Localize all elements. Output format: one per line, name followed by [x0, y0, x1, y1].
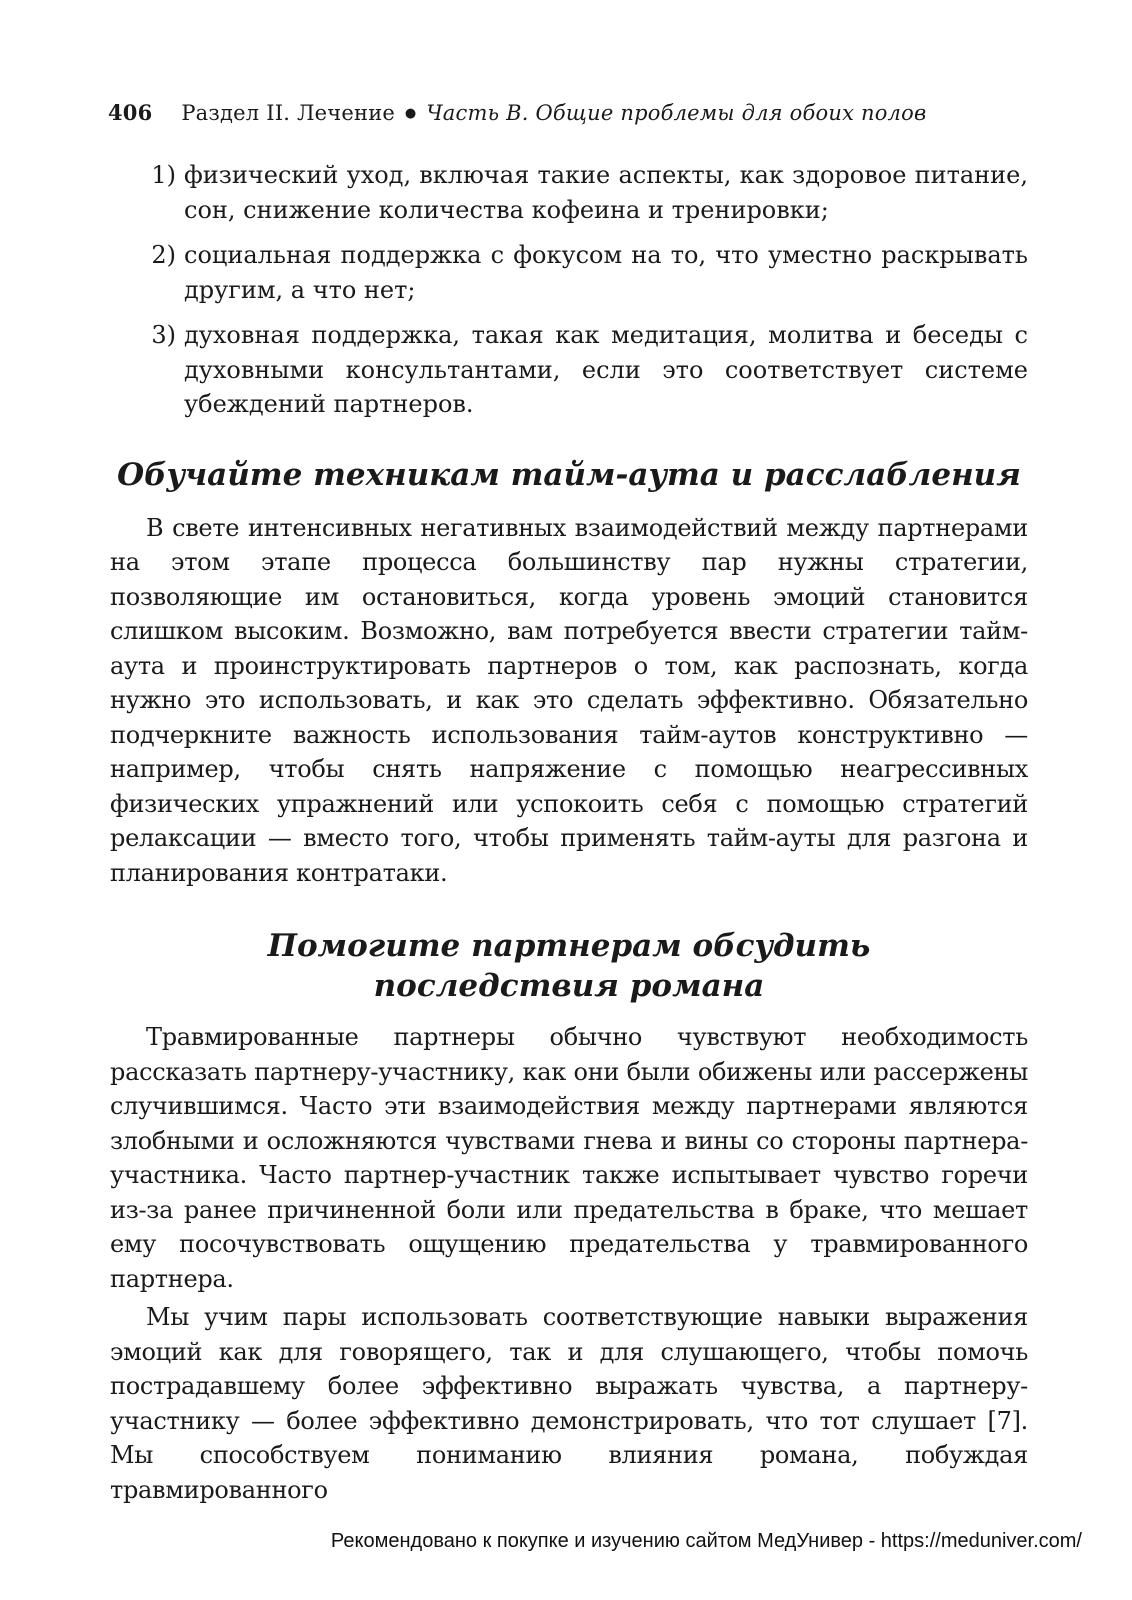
list-item-text: физический уход, включая такие аспекты, как здоровое питание, сон, снижение количества кофеина и тренировки; [184, 161, 1028, 224]
part-title: Часть B. Общие проблемы для обоих полов [426, 101, 927, 125]
heading-line-1: Помогите партнерам обсудить [267, 928, 871, 964]
bullet-separator-icon: ● [404, 106, 417, 121]
list-item-text: духовная поддержка, такая как медитация, молитва и беседы с духовными консультантами, если это соответствует системе убеждений партнеров. [184, 321, 1028, 418]
list-item-number: 2) [151, 241, 176, 269]
watermark-footer: Рекомендовано к покупке и изучению сайтом МедУнивер - https://meduniver.com/ [330, 1530, 1082, 1552]
list-item-text: социальная поддержка с фокусом на то, что уместно раскрывать другим, а что нет; [184, 241, 1028, 304]
section-title: Раздел II. Лечение [181, 101, 396, 125]
numbered-list [110, 158, 1028, 422]
list-item-number: 3) [151, 321, 176, 349]
running-header [108, 100, 1028, 125]
heading-line-2: последствия романа [373, 968, 765, 1004]
list-item [110, 318, 1028, 422]
paragraph-timeout: В свете интенсивных негативных взаимодействий между партнерами на этом этапе процесса большинству пар нужны стратегии, позволяющие им остановиться, когда уровень эмоций становится слишком высоким. Возможно, вам потребуется ввести стратегии тайм-аута и проинструктировать партнеров о том, как распознать, когда нужно это использовать, и как это сделать эффективно. Обязательно подчеркните важность использования тайм-аутов конструктивно — например, чтобы снять напряжение с помощью неагрессивных физических упражнений или успокоить себя с помощью стратегий релаксации — вместо того, чтобы применять тайм-ауты для разгона и планирования контратаки. [110, 513, 1028, 887]
list-item-number: 1) [151, 161, 176, 189]
section-heading-consequences [110, 926, 1028, 1006]
paragraph-consequences-2: Мы учим пары использовать соответствующие навыки выражения эмоций как для говорящего, так и для слушающего, чтобы помочь пострадавшему более эффективно выражать чувства, а партнеру-участнику — более эффективно демонстрировать, что тот слушает [7]. Мы способствуем пониманию влияния романа, побуждая травмированного [110, 1303, 1028, 1504]
list-item [110, 238, 1028, 307]
page-number: 406 [108, 100, 153, 125]
section-heading-timeout: Обучайте техникам тайм-аута и расслабления [117, 456, 1021, 493]
paragraph-consequences-1: Травмированные партнеры обычно чувствуют необходимость рассказать партнеру-участнику, как они были обижены или рассержены случившимся. Часто эти взаимодействия между партнерами являются злобными и осложняются чувствами гнева и вины со стороны партнера-участника. Часто партнер-участник также испытывает чувство горечи из-за ранее причиненной боли или предательства в браке, что мешает ему посочувствовать ощущению предательства у травмированного партнера. [110, 1023, 1028, 1293]
list-item [110, 158, 1028, 227]
page-body [110, 158, 1028, 1511]
